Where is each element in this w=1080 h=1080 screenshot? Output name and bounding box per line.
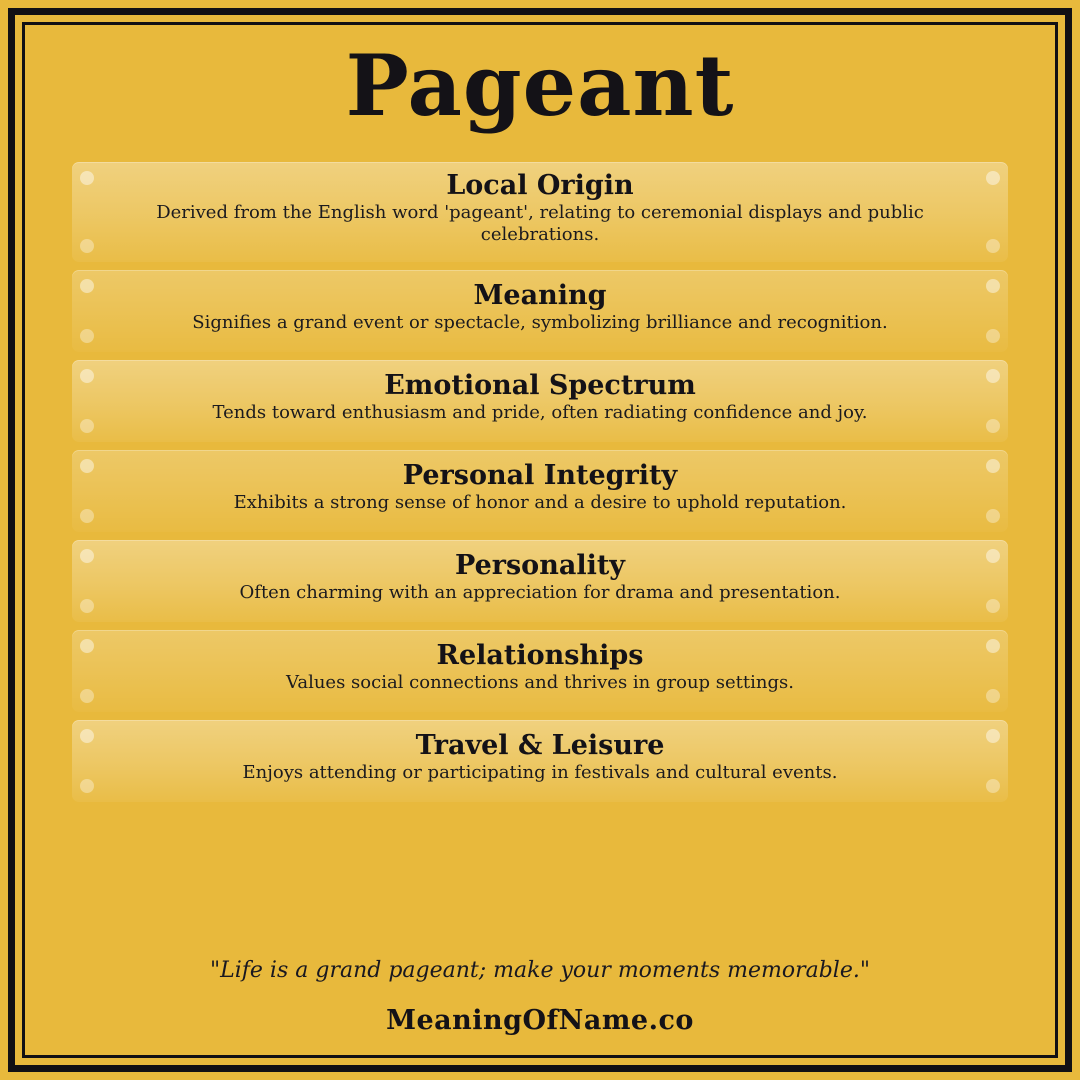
section-card-personality (72, 540, 1008, 622)
section-description: Values social connections and thrives in group settings. (286, 672, 794, 694)
section-description: Enjoys attending or participating in festivals and cultural events. (242, 762, 838, 784)
corner-dot-icon (986, 329, 1000, 343)
corner-dot-icon (986, 599, 1000, 613)
section-list (38, 162, 1042, 810)
quote-mark-open: " (210, 958, 221, 983)
corner-dot-icon (80, 509, 94, 523)
section-description: Signifies a grand event or spectacle, symbolizing brilliance and recognition. (192, 312, 888, 334)
section-description: Exhibits a strong sense of honor and a desire to uphold reputation. (233, 492, 847, 514)
corner-dot-icon (80, 329, 94, 343)
poster-content (38, 30, 1042, 1050)
corner-dot-icon (80, 419, 94, 433)
section-description: Derived from the English word 'pageant', relating to ceremonial displays and public celebrations. (156, 202, 924, 245)
section-card-meaning (72, 270, 1008, 352)
brand-name: MeaningOfName.co (386, 1005, 694, 1036)
corner-dot-icon (80, 779, 94, 793)
corner-dot-icon (986, 419, 1000, 433)
section-card-relationships (72, 630, 1008, 712)
quote-text: Life is a grand pageant; make your moments memorable. (220, 958, 860, 983)
poster-footer (38, 958, 1042, 1050)
quote-mark-close: " (859, 958, 870, 983)
section-card-local-origin (72, 162, 1008, 262)
corner-dot-icon (986, 689, 1000, 703)
section-card-travel-leisure (72, 720, 1008, 802)
section-heading: Personal Integrity (402, 460, 678, 492)
corner-dot-icon (986, 239, 1000, 253)
corner-dot-icon (986, 509, 1000, 523)
corner-dot-icon (80, 689, 94, 703)
section-heading: Local Origin (446, 170, 634, 202)
corner-dot-icon (80, 239, 94, 253)
section-heading: Personality (455, 550, 625, 582)
section-heading: Emotional Spectrum (384, 370, 696, 402)
section-card-emotional-spectrum (72, 360, 1008, 442)
section-heading: Relationships (436, 640, 644, 672)
section-description: Often charming with an appreciation for drama and presentation. (239, 582, 841, 604)
tagline-quote (38, 958, 1042, 983)
corner-dot-icon (80, 599, 94, 613)
section-heading: Travel & Leisure (415, 730, 665, 762)
corner-dot-icon (986, 779, 1000, 793)
page-title: Pageant (345, 36, 735, 135)
section-card-personal-integrity (72, 450, 1008, 532)
section-heading: Meaning (473, 280, 607, 312)
section-description: Tends toward enthusiasm and pride, often radiating confidence and joy. (212, 402, 868, 424)
